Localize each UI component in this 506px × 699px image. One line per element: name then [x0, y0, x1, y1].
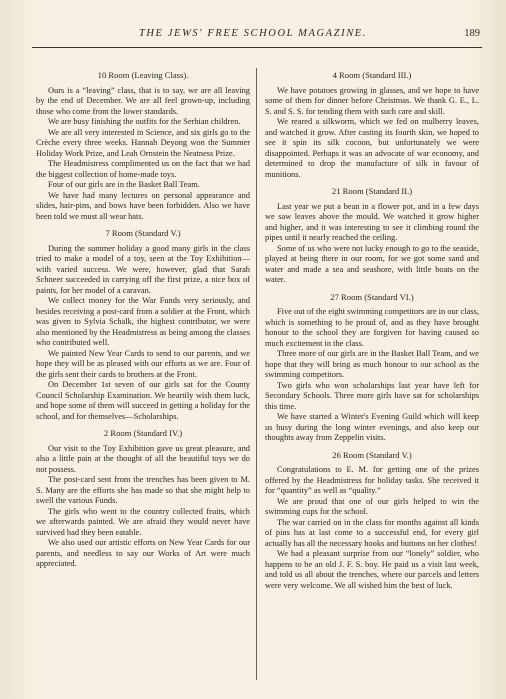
paragraph: We had a pleasant surprise from our “lonely” soldier, who happens to be an old J. F. S. boy. He paid us a visit last week, and told us all about the trenches, where our parcels and letters were very welcome. We all wished him the best of luck.: [265, 549, 479, 590]
page-header: [0, 28, 506, 44]
paragraph: Some of us who were not lucky enough to go to the seaside, played at being there in our room, for we got some sand and water and made a sea and seashore, with little boats on the water.: [265, 243, 479, 284]
header-rule: [32, 47, 482, 48]
left-column: [36, 70, 250, 680]
paragraph: Two girls who won scholarships last year have left for Secondary Schools. Three more girls have sat for scholarships this time.: [265, 380, 479, 411]
paragraph: The post-card sent from the trenches has been given to M. S. Many are the efforts she has made so that she might help to swell the various Funds.: [36, 475, 250, 505]
paragraph: We are proud that one of our girls helped to win the swimming cups for the school.: [265, 496, 479, 516]
magazine-title: THE JEWS' FREE SCHOOL MAGAZINE.: [138, 28, 368, 39]
paragraph: Three more of our girls are in the Basket Ball Team, and we hope that they will bring as much honour to our school as the swimming competitors.: [265, 349, 479, 379]
paragraph: Our visit to the Toy Exhibition gave us great pleasure, and also a little pain at the thought of all the beautiful toys we do not possess.: [36, 443, 250, 474]
paragraph: The girls who went to the country collected fruits, which we afterwards painted. We are afraid they would never have survived had they been eatable.: [36, 506, 250, 537]
paragraph: Last year we put a bean in a flower pot, and in a few days we saw leaves above the mould. We watched it grow higher and higher, and it was interesting to see it climbing round the pipes until it nearly reached the ceiling.: [265, 201, 479, 242]
paragraph: Congratulations to E. M. for getting one of the prizes offered by the Headmistress for holiday tasks. She received it for “quantity” as well as “quality.”: [265, 465, 479, 495]
right-column: [265, 70, 479, 680]
paragraph: Four of our girls are in the Basket Ball Team.: [48, 180, 200, 189]
page-number: 189: [464, 28, 480, 39]
paragraph: We are busy finishing the outfits for the Serbian children.: [48, 117, 241, 126]
paragraph: We painted New Year Cards to send to our parents, and we hope they will be as pleased with our efforts as we are. Four of the girls sent their cards to brothers at the Front.: [36, 348, 250, 379]
section-heading: 21 Room (Standard II.): [331, 186, 413, 196]
paragraph: The war carried on in the class for months against all kinds of pins has at last come to a successful end, for every girl actually has all the necessary hooks and buttons on her clothes!: [265, 517, 479, 548]
paragraph: The Headmistress complimented us on the fact that we had the biggest collection of home-made toys.: [36, 159, 250, 179]
paragraph: We have started a Winter's Evening Guild which will keep us busy during the long winter evenings, and also keep our thoughts away from Zeppelin visits.: [265, 412, 479, 442]
paragraph: We have potatoes growing in glasses, and we hope to have some of them for dinner before Christmas. We thank G. E., L. S. and S. S. for tending them with such care and skill.: [265, 85, 479, 116]
section-heading: 26 Room (Standard V.): [332, 449, 412, 460]
section-heading: 27 Room (Standard VI.): [330, 291, 414, 302]
paragraph: Ours is a “leaving” class, that is to say, we are all leaving by the end of December. We are all feel grown-up, including those who come from the lower standards.: [36, 85, 250, 116]
paragraph: On December 1st seven of our girls sat for the County Council Scholarship Examination. We heartily wish them luck, and hope some of them will succeed in getting a holiday for the school, and for themselves—Scholarships.: [36, 380, 250, 421]
paragraph: We have had many lectures on personal appearance and slides, hair-pins, and bows have been forbidden. Also we have been told we must all wear hats.: [36, 190, 250, 221]
paragraph: During the summer holiday a good many girls in the class tried to make a model of a toy, seen at the Toy Exhibition—with varied success. We were, however, glad that Sarah Schneer succeeded in carrying off the first prize, a nice box of paints, for her model of a caravan.: [36, 243, 250, 295]
paragraph: We are all very interested in Science, and six girls go to the Crèche every three weeks. Hannah Deyong won the Summer Holiday Work Prize, and Leah Ornstein the Neatness Prize.: [36, 127, 250, 158]
section-heading: 2 Room (Standard IV.): [103, 428, 183, 438]
column-divider: [256, 68, 257, 680]
section-heading: 7 Room (Standard V.): [105, 228, 181, 238]
paragraph: We also used our artistic efforts on New Year Cards for our parents, and needless to say our Works of Art were much appreciated.: [36, 538, 250, 568]
paragraph: We reared a silkworm, which we fed on mulberry leaves, and watched it grow. After casting its fourth skin, we hoped to see it spin its silk cocoon, but unfortunately we were disappointed. Perhaps it was an advocate of war economy, and determined to drop the manufacture of silk in favour of munitions.: [265, 117, 479, 179]
paragraph: Five out of the eight swimming competitors are in our class, which is something to be proud of, and as they have brought honour to the school they are forgiven for having caused so much excitement in the class.: [265, 307, 479, 348]
paragraph: We collect money for the War Funds very seriously, and besides receiving a post-card from a soldier at the Front, which was given to Sylvia Schalk, the highest contributor, we were also mentioned by the Headmistress as being among the classes who contributed well.: [36, 296, 250, 347]
section-heading: 4 Room (Standard III.): [332, 70, 412, 80]
section-heading: 10 Room (Leaving Class).: [97, 70, 189, 80]
